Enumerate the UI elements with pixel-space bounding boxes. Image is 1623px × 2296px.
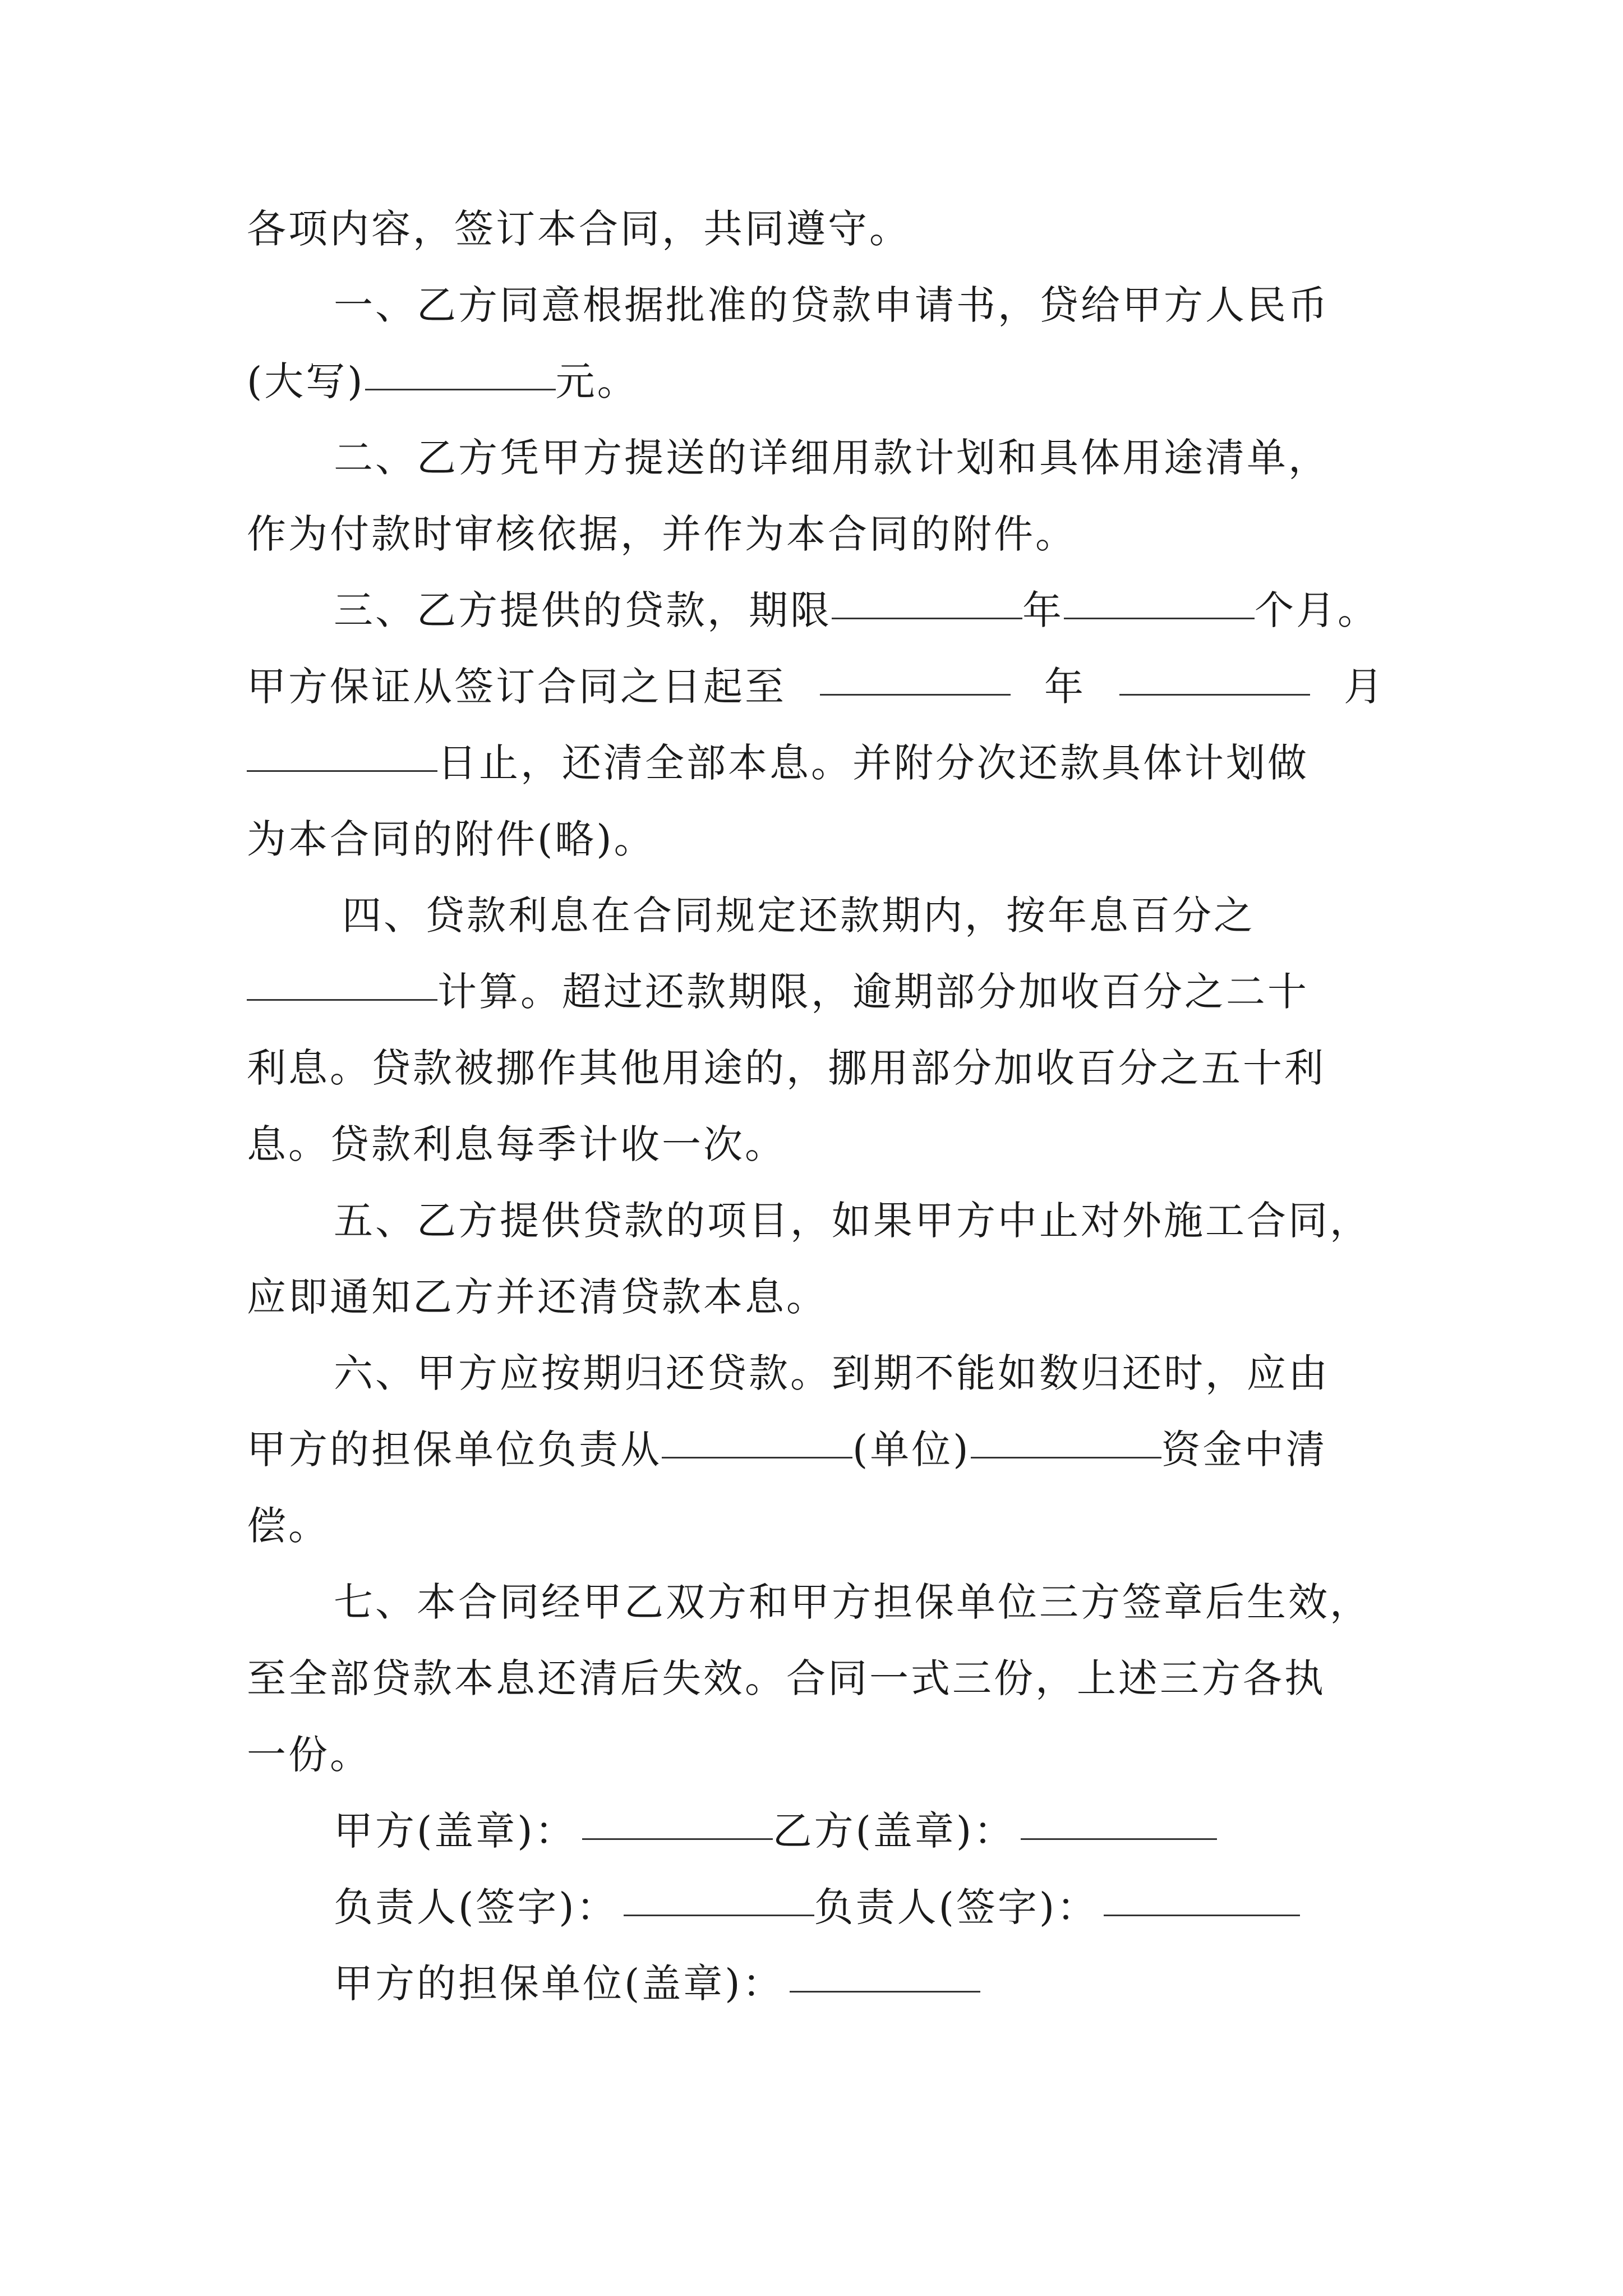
due-month-blank — [1119, 693, 1310, 696]
party-a-seal-label: 甲方(盖章)： — [334, 1808, 577, 1854]
guarantor-seal-line — [247, 1945, 1385, 2022]
clause-2-line-2 — [247, 496, 1385, 572]
clause-1-text: 一、乙方同意根据批准的贷款申请书，贷给甲方人民币 — [334, 282, 1330, 328]
amount-blank — [365, 388, 556, 390]
clause-3-line-2 — [247, 648, 1385, 725]
guarantor-blank — [662, 1456, 852, 1458]
clause-4-line-2 — [247, 954, 1385, 1030]
party-b-seal-blank — [1021, 1838, 1217, 1840]
clause-4-line-3 — [247, 1030, 1385, 1106]
clause-6-line-2 — [247, 1411, 1385, 1488]
clause-2-line — [247, 420, 1385, 496]
clause-3-line-4 — [247, 801, 1385, 877]
clause-7-text: 七、本合同经甲乙双方和甲方担保单位三方签章后生效， — [334, 1579, 1371, 1625]
clause-7-text-3: 一份。 — [247, 1732, 371, 1778]
clause-3-text-4: 为本合同的附件(略)。 — [247, 816, 656, 862]
due-month-unit: 月 — [1344, 664, 1385, 710]
amount-unit: 元。 — [555, 358, 639, 404]
clause-4-text: 四、贷款利息在合同规定还款期内，按年息百分之 — [342, 892, 1255, 938]
clause-7-line-2 — [247, 1640, 1385, 1717]
party-a-person-label: 负责人(签字)： — [334, 1884, 618, 1930]
clause-4-text-4: 息。贷款利息每季计收一次。 — [247, 1121, 786, 1167]
due-year-blank — [820, 693, 1011, 696]
years-unit: 年 — [1022, 587, 1064, 633]
clause-3-text-2: 甲方保证从签订合同之日起至 — [247, 664, 786, 710]
party-b-seal-label: 乙方(盖章)： — [772, 1808, 1016, 1854]
clause-4-text-2: 计算。超过还款期限，逾期部分加收百分之二十 — [437, 969, 1309, 1015]
unit-label: (单位) — [852, 1427, 971, 1473]
party-b-person-blank — [1104, 1914, 1300, 1916]
clause-5-line-2 — [247, 1259, 1385, 1335]
clause-6-text-3: 资金中清 — [1161, 1427, 1327, 1473]
due-day-blank — [247, 770, 437, 772]
clause-5-text-2: 应即通知乙方并还清贷款本息。 — [247, 1274, 828, 1320]
paragraph-line — [247, 191, 1385, 267]
clause-3-text-3: 日止，还清全部本息。并附分次还款具体计划做 — [437, 740, 1309, 786]
clause-3-line — [247, 572, 1385, 648]
clause-3-text: 三、乙方提供的贷款，期限 — [334, 587, 832, 633]
clause-3-line-3 — [247, 725, 1385, 801]
months-unit: 个月。 — [1255, 587, 1379, 633]
clause-7-line — [247, 1564, 1385, 1640]
clause-1-line — [247, 267, 1385, 343]
funds-blank — [971, 1456, 1161, 1458]
clause-4-line — [247, 877, 1385, 954]
term-months-blank — [1064, 617, 1255, 619]
clause-6-text-2: 甲方的担保单位负责从 — [247, 1427, 662, 1473]
clause-7-line-3 — [247, 1717, 1385, 1793]
clause-6-text: 六、甲方应按期归还贷款。到期不能如数归还时，应由 — [334, 1350, 1330, 1396]
clause-5-text: 五、乙方提供贷款的项目，如果甲方中止对外施工合同， — [334, 1198, 1371, 1244]
clause-6-line — [247, 1335, 1385, 1411]
party-a-seal-blank — [582, 1838, 773, 1840]
contract-body — [247, 191, 1385, 2022]
signature-person-line — [247, 1869, 1385, 1945]
clause-6-text-4: 偿。 — [247, 1503, 330, 1549]
guarantor-seal-blank — [790, 1990, 980, 1993]
clause-4-line-4 — [247, 1106, 1385, 1182]
clause-1-amount-line — [247, 343, 1385, 420]
party-b-person-label: 负责人(签字)： — [814, 1884, 1099, 1930]
due-year-unit: 年 — [1044, 664, 1086, 710]
guarantor-seal-label: 甲方的担保单位(盖章)： — [334, 1961, 784, 2007]
clause-5-line — [247, 1182, 1385, 1259]
clause-6-line-3 — [247, 1488, 1385, 1564]
signature-seal-line — [247, 1793, 1385, 1869]
clause-4-text-3: 利息。贷款被挪作其他用途的，挪用部分加收百分之五十利 — [247, 1045, 1326, 1091]
clause-2-text-2: 作为付款时审核依据，并作为本合同的附件。 — [247, 511, 1077, 557]
amount-label: (大写) — [247, 358, 365, 404]
term-years-blank — [832, 617, 1022, 619]
party-a-person-blank — [624, 1914, 814, 1916]
clause-2-text: 二、乙方凭甲方提送的详细用款计划和具体用途清单， — [334, 435, 1330, 481]
clause-7-text-2: 至全部贷款本息还清后失效。合同一式三份，上述三方各执 — [247, 1655, 1326, 1701]
text-line-1: 各项内容，签订本合同，共同遵守。 — [247, 206, 911, 252]
interest-rate-blank — [247, 999, 437, 1001]
